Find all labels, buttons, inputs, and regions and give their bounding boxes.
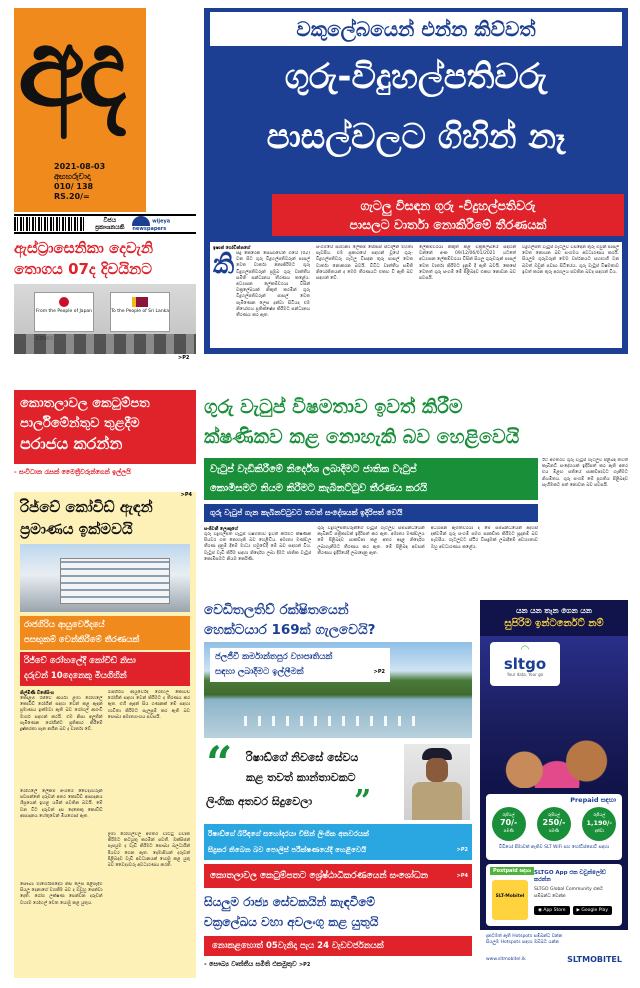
strike-page-ref[interactable]: >P2 (298, 962, 311, 968)
rishad-line-1: රිෂාඩ්ගේ නිවසේ සේවය (246, 751, 359, 764)
strike-quote (204, 960, 472, 969)
lead-headline-2: පාසල්වලට ගිහින් නෑ (266, 117, 566, 157)
forest-headline (204, 600, 472, 640)
forest-sub-2: සඳහා ලබාදීමට ඉල්ලීමක් (215, 667, 304, 677)
forest-sub-1: ජලජීවී කර්මාන්තපුර ව්‍යාපෘතියක් (215, 652, 333, 662)
kotelawala-bill (204, 864, 472, 888)
covid-orange-2: පසඟුකම් වෙන්කිරීමේ තීරණයක් (24, 635, 140, 645)
vaccine-page-ref[interactable]: >P2 (178, 355, 190, 361)
officer-photo (404, 744, 470, 820)
covid-paragraph: රාජගිරිය ආයුර්වේද රෝහල කොවිඩ් රෝගීන් සඳහා වෙන් කිරීමට ද තීරණය කර ඇත. එහි ඇඳන් සිය ගණනක් මේ සඳහා භාවිතා කිරීමට සැලසුම් කර ඇති බව සෞඛ්‍ය අමාත්‍යාංශය පවසයි. (107, 690, 190, 720)
rishad-line-2: කළ තවත් කාන්තාවකට (246, 771, 356, 784)
covid-paragraph: කොළඹ රිජ්වේ ආර්යා ළමා රෝහලේ කොවිඩ් රෝගීන් සඳහා වෙන් කළ ඇඳන් ප්‍රමාණය ඉක්මවා ඇති බව රෝහල් ආරංචි මාර්ග සඳහන් කරයි. එම නිසා අලුතින් පැමිණෙන රෝගීන්ට ප්‍රතිකාර කිරීමේ දුෂ්කරතා පැන නගින බව ද වාර්තා වේ. (20, 696, 103, 733)
badge-label-1: විජය (103, 217, 117, 224)
covid-body (20, 690, 190, 974)
apple-icon: ◉ (538, 908, 542, 913)
officer-uniform (412, 782, 462, 820)
teacher-pay-blue: ගුරු වැටුප් ගැන කැබිනට්ටුවට තවත් සංදේශයක් ඉදිරිපත් වෙයි (204, 504, 538, 522)
masthead (14, 8, 146, 212)
ad-product: sltgo (503, 655, 547, 673)
covid-red-1: රිජ්වේ රෝහලේදී කෝවිඩ් නිසා (24, 656, 136, 666)
japan-banner (34, 292, 94, 332)
covid-paragraph: සෞඛ්‍ය මාර්ගෝපදේශ නිසි ලෙස පිළිපැදීම සියලු දෙනාගේ වගකීම බව ද ඔවුහු පෙන්වා දෙති. රෝග ලක්ෂණ පෙන්වන දරුවන් වහාම රෝහල් වෙත යොමු කළ යුතුය. (20, 882, 103, 906)
japan-flag-icon (59, 297, 69, 307)
slt-ad[interactable] (480, 600, 628, 978)
ad-footer-2: සියලුම Hotspots සඳහා ඔබ්බට යන්න (486, 940, 559, 945)
wijeya-logo (132, 216, 196, 232)
teacher-pay-green-2: කොමිසමට නියම කිරීමට කැබිනට්ටුව තීරණය කරයි (210, 483, 428, 494)
lead-paragraph: විදුහල්පති වැටුප් ගැටලුව විසඳෙන තුරු ඔවුන් පාසල් වෙත නොයන බව සංගමය අවධාරණය කරයි. සියලුම ගුරුවරුන් මෙම වර්ජනයට සහභාගි වන බවත් ඔවුන් පවසා සිටියේය. ගුරු වැටුප් විෂමතාව ඉවත් කරන තුරු අරගලය පවතින බවද සඳහන් විය. (522, 245, 619, 275)
wijeya-logo-icon (132, 216, 150, 226)
hospital-building (60, 558, 170, 604)
price-bubble[interactable] (492, 807, 526, 841)
teacher-pay-green-1: වැටුප් වැඩිකිරීමේ නිර්දේශ ලබාදීමට ජාතික වැටුප් (210, 464, 417, 475)
srilanka-flag-icon (132, 297, 148, 307)
rishad-headline (204, 736, 472, 822)
bubble-unit: දක්වා (594, 828, 604, 833)
vaccine-headline-2: තොගය 07ද දිවයිනට (14, 260, 153, 278)
price-bubble[interactable] (537, 807, 571, 841)
covid-paragraph: ළමා රෝහල්වල අමතර වාට්ටු විවෘත කිරීමට කටයුතු කරමින් පවතී. ඔක්සිජන් සැපයුම ද වැඩි කිරීමට සෞඛ්‍ය බලධාරීන් පියවර ගෙන ඇත. දෙමාපියන් දරුවන් පිළිබඳව වැඩි අවධානයක් යොමු කළ යුතු බව වෛද්‍යවරු අවධාරණය කරති. (107, 832, 190, 869)
app-sub: SLTGO Global Community එකට සම්බන්ධ වෙන්න (534, 887, 604, 899)
sim-card-icon (492, 880, 528, 920)
masthead-logo: අද (18, 6, 121, 131)
lead-headline-1: ගුරු-විදුහල්පතිවරු (284, 57, 548, 97)
srilanka-banner (110, 292, 170, 332)
birds-icon (244, 716, 424, 726)
covid-headline-1: රිජ්වේ කෝවිඩ් ඇඳන් (20, 498, 153, 516)
ad-footer-1: දැනටමත් ඇති Hotspots සම්බන්ධ වන්න (486, 934, 563, 939)
teacher-pay-side (542, 458, 628, 596)
teacher-pay-green (204, 458, 538, 500)
forest-photo (204, 642, 472, 738)
issue-text: 010/ 138 (54, 182, 94, 191)
ad-postpaid-panel (486, 864, 622, 926)
ad-hero (480, 636, 628, 788)
ad-footer (480, 930, 628, 978)
ad-tagline-1: යන යන තැන ගෙන යන (516, 606, 592, 615)
covid-red (20, 652, 190, 686)
wifi-icon: ◠ (520, 644, 530, 655)
lead-paragraph: සංගමයේ සාමාන්‍ය ලේකම් ජෝසප් ස්ටාලින් මහතා පැවසීය. එම ප්‍රකාශයේ සඳහන් වූයේ ගුරු-විදුහල්පතිවරු ගැටලු විසඳන තුරු පාසල් වෙත වාර්තා නොකරන බවයි. විවිධ වෘත්තීය සමිති නියෝජිතයන් ද මෙම තීරණයට එකඟ වී ඇති බව සඳහන් වේ. (316, 245, 413, 282)
lead-dropcap: කි (213, 250, 235, 280)
hospital-photo (20, 544, 190, 612)
quote-open-icon: “ (206, 736, 233, 790)
google-play-button[interactable] (573, 906, 613, 915)
teacher-pay-paragraph: ගුරු විදුහල්පතිවරුන්ගේ වැටුප් ගැටලුව සම්බන්ධයෙන් කැබිනට් පත්‍රිකාවක් ඉදිරිපත් කර ඇත. අමාත්‍ය මණ්ඩලය මේ පිළිබඳව සාකච්ඡා කළ අතර අදාළ නිර්දේශ ලබාගැනීමට තීරණය කර ඇත. මේ පිළිබඳ අවසන් තීරණය ඉදිරියේදී ලබාදෙනු ඇත. (317, 526, 425, 556)
strike-headline (204, 892, 472, 932)
app-promo (534, 870, 618, 900)
app-title: SLTGO App එක ඩවුන්ලෝඩ් කරන්න (534, 870, 606, 883)
lead-kicker: වකුලේබයෙන් එන්න කිව්වත් (210, 12, 622, 46)
vaccine-headline (14, 238, 196, 282)
vaccine-headline-1: ඇස්ට්‍රාසෙනිකා දෙවැනි (14, 239, 154, 257)
strike-line-1: සියලුම රාජ්‍ය සේවකයින් කැඳවීමේ (204, 895, 376, 909)
rishad-sub-2: සිදුකර තිබෙන බව පොලිස් පරීක්ෂණයේදී හෙළිවෙයි (208, 845, 367, 854)
kotelawala-quote: - සංවිධාන රැසක් මෛත්‍රීවරුන්ගෙන් ඉල්ලයි (14, 468, 131, 476)
officer-face (426, 758, 448, 782)
lead-subhead-1: ගැටලු විසඳන ගුරු -විදුහල්පතිවරු (360, 198, 536, 213)
vaccine-photo (14, 284, 196, 354)
masthead-date (54, 162, 105, 202)
covid-paragraph: රෝහලේ ලේකම් අංශයේ වෛද්‍යවරුන් පවසන්නේ දරුවන් අතර කොවිඩ් ආසාදනය ශීඝ්‍රයෙන් ඉහළ යමින් පවතින බවයි. මේ වන විට දරුවන් දස දෙනෙකු කොවිඩ් ආසාදනය හේතුවෙන් මියගොස් ඇත. (20, 789, 103, 819)
bubble-top: රුපියල් (593, 812, 606, 817)
teacher-pay-byline: සංජීවනී ලොකුගේ (204, 527, 238, 532)
postpaid-label: Postpaid සඳහා (490, 867, 534, 875)
wijeya-logo-text: wijeya newspapers (132, 218, 171, 232)
prepaid-label: Prepaid සඳහා (570, 796, 616, 804)
badge-label-2: ප්‍රකාශනයකි (95, 224, 125, 231)
kotelawala-bill-page-ref[interactable]: >P4 (456, 873, 468, 879)
rishad-sub-1: රිෂාඩ්ගේ බිරිඳගේ සහෝදරයා විසින් ලිංගික අතවරයක් (208, 829, 370, 838)
strike-line-2: චක්‍රලේඛය වහා අවලංගු කළ යුතුයි (204, 915, 379, 929)
teacher-pay-body (204, 526, 538, 596)
bubble-top: රුපියල් (547, 812, 560, 817)
teacher-pay-line-2: ක්ෂණිකව කළ නොහැකි බව හෙළිවෙයි (204, 426, 520, 448)
prepaid-note: වීඩියෝ සීමාවක් නැතිව SLT WiFi සහ හෝට්ස්පොට් සඳහා (498, 845, 610, 850)
price-bubble[interactable] (582, 807, 616, 841)
barcode (14, 217, 85, 231)
lead-subhead-2: පාසලට වාර්තා නොකිරීමේ තීරණයක් (349, 217, 547, 232)
rishad-page-ref[interactable]: >P2 (456, 847, 468, 853)
app-store-button[interactable] (534, 906, 570, 915)
covid-red-2: දරුවන් 10දෙනෙකු මියගිහින් (24, 671, 127, 681)
teacher-pay-paragraph: ඊට අමතරව ගුරු වැටුප් ගැටලුව පිළිබඳ තවත් කැබිනට් සංදේශයක් ඉදිරිපත් කර ඇති අතර එය මීළඟ සතියේ සාකච්ඡාවට ගැනීමට නියමිතය. ගුරු සංගම් මේ ප්‍රගතිය පිළිබඳව සැහීමකට පත් නොවන බව පවසයි. (542, 458, 628, 488)
bubble-price: 1,190/- (586, 819, 613, 827)
postpaid-card-text: SLT-Mobitel (495, 894, 525, 899)
ad-tagline-2: සුපිරිම ඉන්ටර්නෙට් නම් (504, 618, 604, 629)
kotelawala-line-1: කොතලාවල කෙටුම්පත (20, 396, 150, 411)
covid-headline (14, 492, 196, 544)
forest-headline-1: වෙඩිතලතිව් රක්ෂිතයෙන් (204, 602, 349, 618)
covid-column (14, 492, 196, 978)
slt-brand-logo: SLTMOBITEL (567, 955, 622, 964)
people-silhouettes (14, 334, 196, 354)
lead-paragraph: ලේකම්වරයා නිකුත් කළ චක්‍රලේඛයේ සඳහන් වන්නේ අංක 09/12/06/01/2021 යටතේ අධ්‍යාපන ලේකම්වරයා විසින් සියලු ගුරුවරුන් පාසල් වෙත වාර්තා කිරීමට දැනුම් දී ඇති බවයි. කෙසේ වෙතත් ගුරු සංගම් මේ පිළිබඳව එකඟ නොවන බව පවසයි. (419, 245, 516, 282)
japan-banner-text: From the People of Japan (35, 309, 93, 314)
price-text: RS.20/= (54, 192, 90, 201)
kotelawala-line-3: පරාජය කරන්න (20, 434, 123, 453)
day-text: අඟහරුවාදා (54, 172, 91, 181)
bubble-unit: පමණි (548, 828, 560, 833)
bubble-price: 250/- (542, 818, 566, 827)
lead-subhead (272, 194, 624, 236)
strike-red: නොකළහොත් 05වැනිදා පැය 24 වැඩවර්ජනයක් (204, 936, 472, 956)
teacher-pay-paragraph: ගුරු විදුහල්පති වැටුප් විෂමතාව ඉවත් කිරීමට ක්ෂණික පියවර ගත නොහැකි බව හෙළිවිය. අමාත්‍ය මණ්ඩල තීරණ දැනුම් දීමේ මාධ්‍ය හමුවේදී මේ බව සඳහන් විය. වැටුප් වැඩි කිරීම සඳහා නිර්දේශ ලබා දීමට ජාතික වැටුප් කොමිසමට නියම කෙරිණි. (204, 532, 312, 562)
quote-close-icon: ” (354, 784, 372, 819)
teacher-pay-paragraph: අධ්‍යාපන ඇමතිවරයා ද මේ සම්බන්ධයෙන් අදහස් දක්වමින් ගුරු සංගම් සමග සාකච්ඡා කිරීමට සූදානම් බව පැවසීය. ගැටලුවට ස්ථිර විසඳුමක් ලබාදීමේ අවශ්‍යතාව ඔහු අවධාරණය කළේය. (430, 526, 538, 550)
covid-orange-1: රාජගිරිය ආයුර්වේදයේ (24, 620, 105, 630)
ad-tagline (480, 600, 628, 629)
srilanka-banner-text: To the People of Sri Lanka (111, 309, 169, 314)
date-text: 2021-08-03 (54, 162, 106, 171)
kotelawala-bill-text: කොතලාවල කෙටුම්පතට ශ්‍රේෂ්ඨාධිකරණයෙන් සංශෝධන (210, 871, 428, 881)
bubble-top: රුපියල් (502, 812, 515, 817)
ad-people (480, 698, 628, 788)
lead-byline: ඉෂාන් ගෝවින්නගේ (213, 246, 251, 251)
app-store-label: App Store (543, 908, 566, 913)
covid-headline-2: ප්‍රමාණය ඉක්මවයි (20, 520, 133, 538)
lead-panel (204, 8, 628, 354)
rishad-sub (204, 824, 472, 860)
ad-website[interactable]: www.sltmobitel.lk (486, 957, 526, 962)
rishad-line-3: ලිංගික අතවර සිදුවෙලා (206, 795, 313, 808)
forest-headline-2: හෙක්ටයාර 169ක් ගැලවෙයි? (204, 622, 376, 638)
ad-logo-card (490, 642, 560, 686)
covid-page-ref[interactable]: >P4 (180, 492, 192, 498)
covid-orange (20, 616, 190, 650)
play-icon: ▶ (576, 908, 580, 913)
google-play-label: Google Play (581, 908, 609, 913)
teacher-pay-line-1: ගුරු වැටුප් විෂමතාව ඉවත් කිරීම (204, 396, 463, 418)
strike-quote-text: - සෞඛ්‍ය වෘත්තීය සමිති එකමුතුව (204, 960, 297, 968)
teacher-pay-headline (204, 392, 628, 452)
bubble-unit: පමණි (503, 828, 514, 833)
kotelawala-line-2: පාර්ලිමේන්තුව තුළදීම (20, 416, 140, 431)
publisher-badge (14, 214, 196, 234)
forest-sub (210, 648, 390, 682)
ad-product-sub: Your data, Your go (506, 672, 544, 677)
lead-paragraph: සිදු කෙරෙන සොබාවෙන් ගයේ (02) වන සිට ගුරු විදුහල්පතිවරුන් පාසල් වෙත වාර්තා නොකිරීමට ගුරු විදුහල්පතිවරුන් ප්‍රමුඛ ගුරු වෘත්තීය සමිති සන්ධානය තීරණය කළේය. අධ්‍යාපන ලේකම්වරයා විසින් චක්‍රලේඛයක් නිකුත් කරමින් ගුරු විදුහල්පතිවරුන් පාසල් වෙත පැමිණෙන ලෙස දන්වා සිටියද එම නියෝගය ප්‍රතික්ෂේප කිරීමට සන්ධානය තීරණය කර ඇත. (236, 251, 310, 319)
lead-body (210, 242, 622, 348)
forest-page-ref[interactable]: >P2 (373, 669, 385, 675)
covid-byline: නිල්මිණී විජේසිංහ (20, 691, 55, 696)
ad-prepaid-panel (486, 794, 622, 860)
kotelawala-box (14, 390, 196, 464)
bubble-price: 70/- (499, 818, 518, 827)
